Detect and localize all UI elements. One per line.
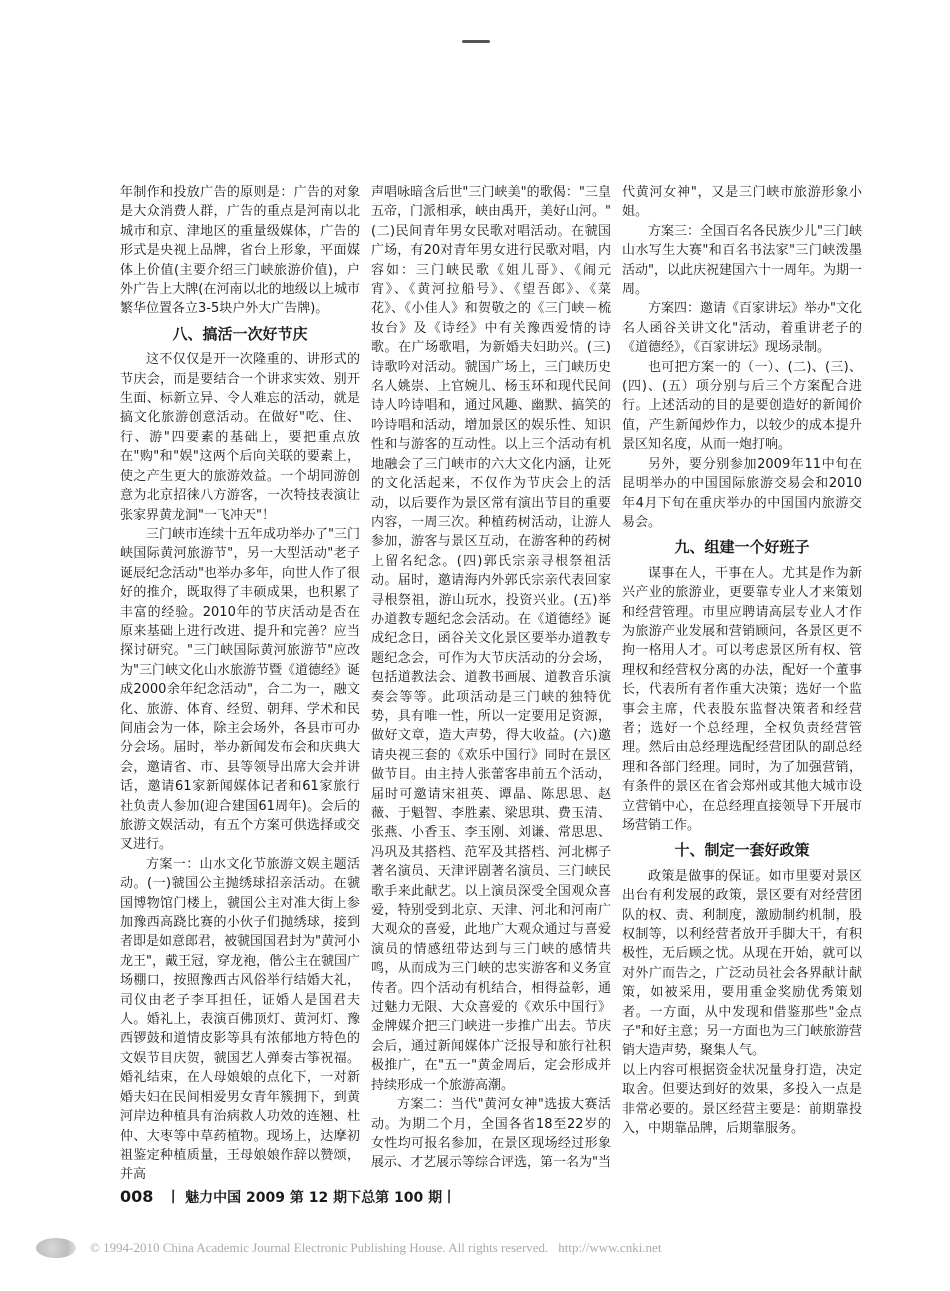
paragraph: 这不仅仅是开一次隆重的、讲形式的节庆会，而是要结合一个讲求实效、别开生面、标新立异、令人难忘的活动，就是搞文化旅游创意活动。在做好"吃、住、行、游"四要素的基础上，要把重点放在"购"和"娱"这两个后向关联的要素上，使之产生更大的旅游效益。一个胡同游创意为北京招徕八方游客，一次特技表演让张家界黄龙洞"一飞冲天"！: [120, 352, 360, 523]
journal-info: 丨 魅力中国 2009 第 12 期下总第 100 期丨: [166, 1190, 457, 1206]
section-heading-9: 九、组建一个好班子: [674, 538, 810, 557]
paragraph: 方案四：邀请《百家讲坛》举办"文化名人函谷关讲文化"活动，着重讲老子的《道德经》，《百家讲坛》现场录制。: [622, 301, 862, 356]
paragraph: 声唱咏暗含后世"三门峡美"的歌偈："三皇五帝，门派相承，峡由禹开，美好山河。"(二)民间青年男女民歌对唱活动。在虢国广场，有20对青年男女进行民歌对唱，内容如：三门峡民歌《姐儿哥》、《闹元宵》、《黄河拉船号》、《望吾郎》、《菜花》、《小佳人》和贺敬之的《三门峡－梳妆台》及《诗经》中有关豫西爱情的诗歌。在广场歌唱，为新婚夫妇助兴。(三)诗歌吟对活动。虢国广场上，三门峡历史名人姚崇、上官婉儿、杨玉环和现代民间诗人吟诗唱和，通过风趣、幽默、搞笑的吟诗唱和活动，增加景区的娱乐性、知识性和与游客的互动性。以上三个活动有机地融会了三门峡市的六大文化内涵，让死的文化活起来，不仅作为节庆会上的活动，以后要作为景区常有演出节目的重要内容，一周三次。种植药树活动，让游人参加，游客与景区互动，在游客种的药树上留名纪念。(四)郭氏宗亲寻根祭祖活动。届时，邀请海内外郭氏宗亲代表回家寻根祭祖，游山玩水，投资兴业。(五)举办道教专题纪念会活动。在《道德经》诞成纪念日，函谷关文化景区要举办道教专题纪念会，可作为大节庆活动的分会场，包括道教法会、道教书画展、道教音乐演奏会等等。此项活动是三门峡的独特优势，具有唯一性，所以一定要用足资源，做好文章，造大声势，得大收益。(六)邀请央视三套的《欢乐中国行》同时在景区做节目。由主持人张蕾客串前五个活动，届时可邀请宋祖英、谭晶、陈思思、赵薇、于魁智、李胜素、梁思琪、费玉清、张燕、小香玉、李玉刚、刘谦、常思思、冯巩及其搭档、范军及其搭档、河北梆子著名演员、天津评剧著名演员、三门峡民歌手来此献艺。以上演员深受全国观众喜爱，特别受到北京、天津、河北和河南广大观众的喜爱，此地广大观众通过与喜爱演员的情感纽带达到与三门峡的感情共鸣，从而成为三门峡的忠实游客和义务宣传者。四个活动有机结合，相得益彰，通过魅力无限、大众喜爱的《欢乐中国行》金牌媒介把三门峡进一步推广出去。节庆会后，通过新闻媒体广泛报导和旅行社积极推广，在"五一"黄金周后，定会形成并持续形成一个旅游高潮。: [371, 185, 611, 1093]
paragraph: 政策是做事的保证。如市里要对景区出台有利发展的政策，景区要有对经营团队的权、责、利制度，激励制约机制，股权制等，以利经营者放开手脚大干，有积极性，无后顾之忧。从现在开始，就可以对外广而告之，广泛动员社会各界献计献策，如被采用，要用重金奖励优秀策划者。一方面，从中发现和借鉴那些"金点子"和好主意；另一方面也为三门峡旅游营销大造声势，聚集人气。: [622, 868, 862, 1059]
paragraph: 三门峡市连续十五年成功举办了"三门峡国际黄河旅游节"，另一大型活动"老子诞辰纪念活动"也举办多年，向世人作了很好的推介，既取得了丰硕成果，也积累了丰富的经验。2010年的节庆活动是否在原来基础上进行改进、提升和完善？应当探讨研究。"三门峡国际黄河旅游节"应改为"三门峡文化山水旅游节暨《道德经》诞成2000余年纪念活动"，合二为一，融文化、旅游、体育、经贸、朝拜、学术和民间庙会为一体，除主会场外，各县市可办分会场。届时，举办新闻发布会和庆典大会，邀请省、市、县等领导出席大会并讲话，邀请61家新闻媒体记者和61家旅行社负责人参加(迎合建国61周年)。会后的旅游文娱活动，有五个方案可供选择或交叉进行。: [120, 526, 360, 853]
paragraph: 另外，要分别参加2009年11中旬在昆明举办的中国国际旅游交易会和2010年4月下旬在重庆举办的中国国内旅游交易会。: [622, 456, 862, 530]
paragraph: 谋事在人，干事在人。尤其是作为新兴产业的旅游业，更要靠专业人才来策划和经营管理。市里应聘请高层专业人才作为旅游产业发展和营销顾问，各景区更不拘一格用人才。可以考虑景区所有权、管理权和经营权分离的办法，配好一个董事长，代表所有者作重大决策；选好一个监事会主席，代表股东监督决策者和经营者；选好一个总经理，全权负责经营管理。然后由总经理选配经营团队的副总经理和各部门经理。同时，为了加强营销，有条件的景区在省会郑州或其他大城市设立营销中心，在总经理直接领导下开展市场营销工作。: [622, 565, 862, 833]
paragraph: 年制作和投放广告的原则是：广告的对象是大众消费人群，广告的重点是河南以北城市和京、津地区的重量级媒体，广告的形式是央视上品牌，省台上形象，平面媒体上价值(主要介绍三门峡旅游价值)，户外广告上大牌(在河南以北的地级以上城市繁华位置各立3-5块户外大广告牌)。: [120, 185, 360, 317]
top-scan-mark: [462, 40, 490, 43]
section-heading-8: 八、搞活一次好节庆: [172, 324, 308, 343]
paragraph: 方案三：全国百名各民族少儿"三门峡山水写生大赛"和百名书法家"三门峡泼墨活动"，以此庆祝建国六十一周年。为期一周。: [622, 223, 862, 298]
column-3: [622, 183, 862, 1139]
column-2: [371, 183, 611, 1173]
paragraph: 代黄河女神"，又是三门峡市旅游形象小姐。: [622, 185, 862, 220]
paragraph: 方案一：山水文化节旅游文娱主题活动。(一)虢国公主抛绣球招亲活动。在虢国博物馆门楼上，虢国公主对准大街上参加豫西高跷比赛的小伙子们抛绣球，接到者即是如意郎君，被虢国国君封为"黄河小龙王"，戴王冠，穿龙袍，偕公主在虢国广场棚口，按照豫西古风俗举行结婚大礼，司仪由老子李耳担任，证婚人是国君夫人。婚礼上，表演百佛顶灯、黄河灯、豫西锣鼓和道情皮影等具有浓郁地方特色的文娱节目庆贺，虢国艺人弹奏古筝祝福。婚礼结束，在人母娘娘的点化下，一对新婚夫妇在民间相爱男女青年簇拥下，到黄河岸边种植具有治病救人功效的连翘、杜仲、大枣等中草药植物。现场上，达摩初祖鉴定种植质量，王母娘娘作辞以赞颂，并高: [120, 856, 360, 1183]
paragraph: 以上内容可根据资金状况量身打造，决定取舍。但要达到好的效果，多投入一点是非常必要的。景区经营主要是：前期靠投入，中期靠品牌，后期靠服务。: [622, 1062, 862, 1137]
page-footer: [120, 1187, 456, 1207]
copyright-url[interactable]: http://www.cnki.net: [558, 1240, 662, 1255]
copyright-bar: [36, 1237, 916, 1259]
copyright-text: © 1994-2010 China Academic Journal Electronic Publishing House. All rights reserved.: [90, 1240, 549, 1255]
column-1: [120, 183, 360, 1185]
page-number: 008: [120, 1187, 154, 1206]
paragraph: 方案二：当代"黄河女神"选拔大赛活动。为期二个月，全国各省18至22岁的女性均可报名参加，在景区现场经过形象展示、才艺展示等综合评选，第一名为"当: [371, 1097, 611, 1171]
paragraph: 也可把方案一的（一）、(二)、(三)、(四)、(五）项分别与后三个方案配合进行。上述活动的目的是要创造好的新闻价值，产生新闻炒作力，以较少的成本提升景区知名度，从而一炮打响。: [622, 359, 862, 453]
section-heading-10: 十、制定一套好政策: [674, 841, 810, 860]
cnki-logo-icon: [36, 1238, 76, 1258]
